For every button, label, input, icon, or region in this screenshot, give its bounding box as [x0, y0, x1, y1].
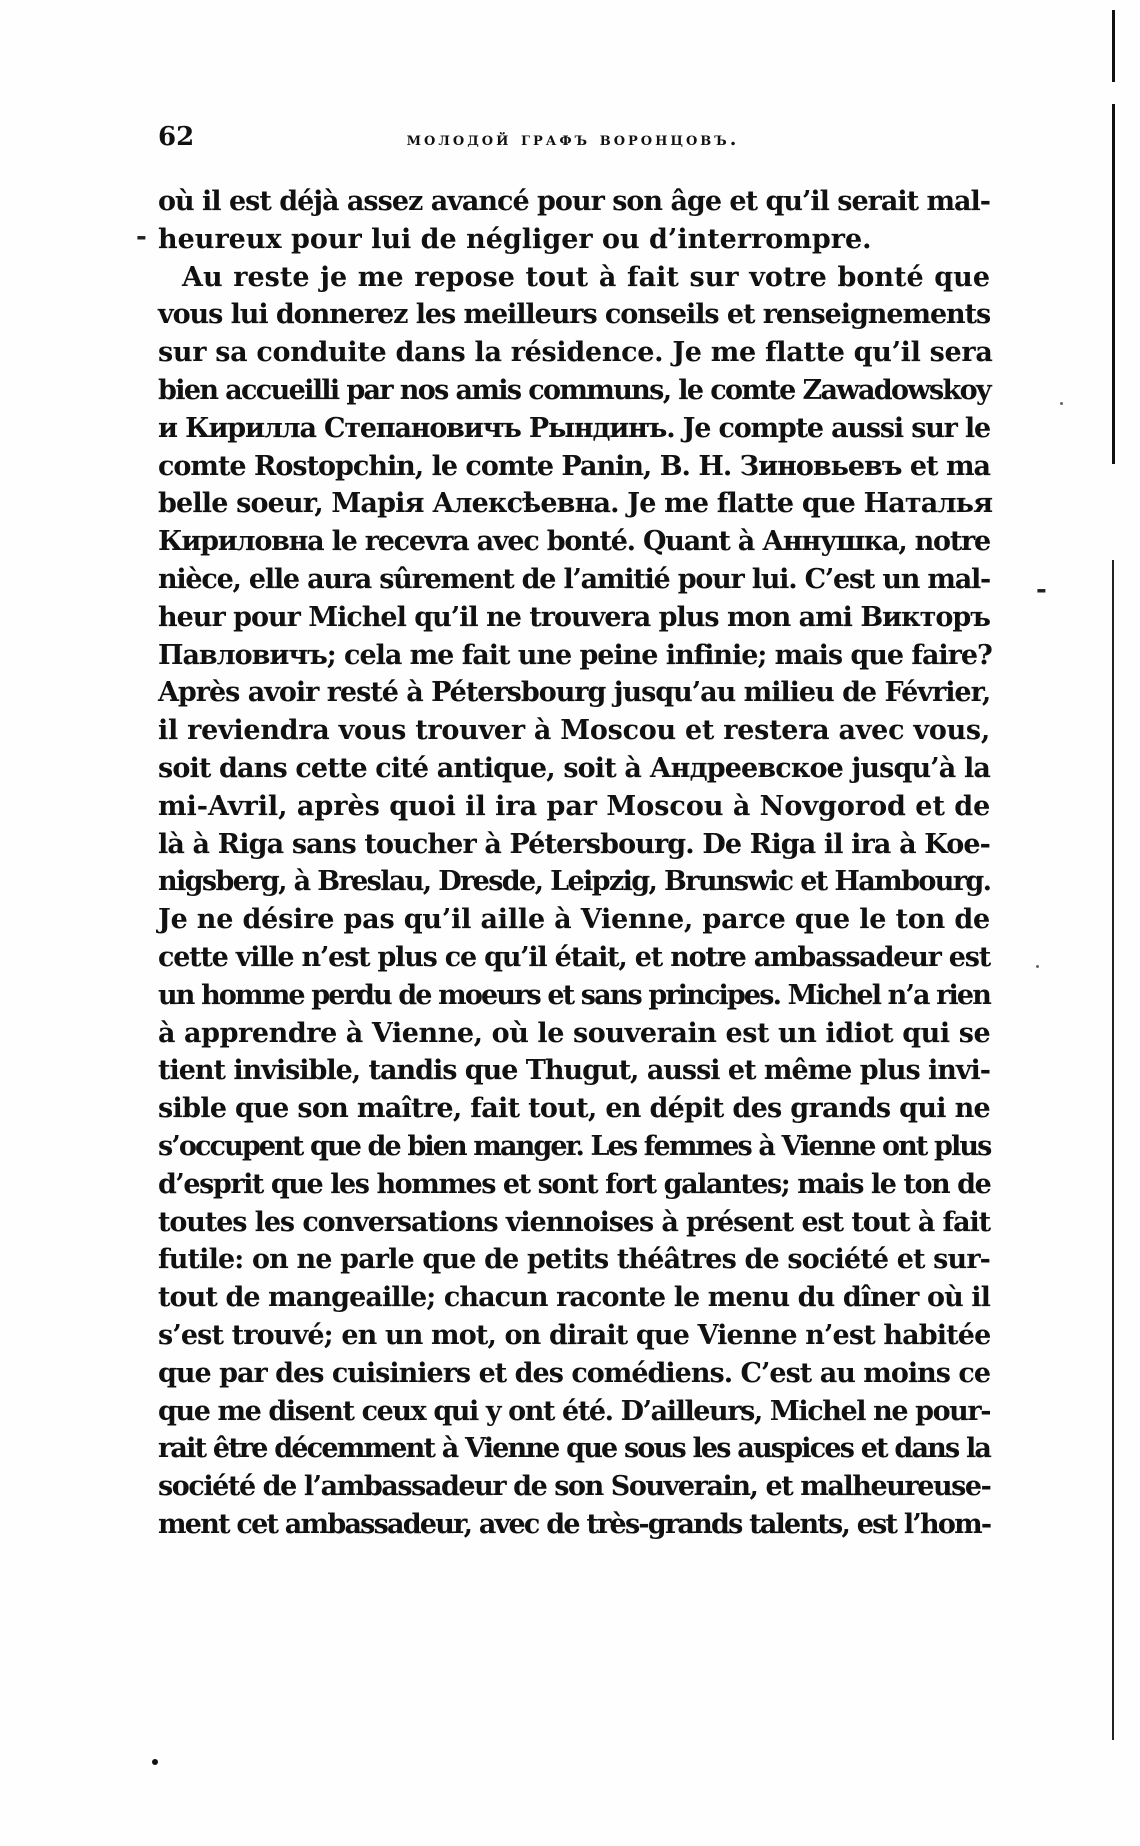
text-line: ment cet ambassadeur, avec de très-grands talents, est l’hom-	[158, 1508, 991, 1540]
text-line: Je ne désire pas qu’il aille à Vienne, parce que le ton de	[158, 904, 990, 936]
text-line: nièce, elle aura sûrement de l’amitié pour lui. C’est un mal-	[158, 563, 990, 595]
text-line: il reviendra vous trouver à Moscou et restera avec vous,	[158, 715, 990, 747]
text-line: futile: on ne parle que de petits théâtres de société et sur-	[158, 1244, 991, 1276]
text-line: bien accueilli par nos amis communs, le comte Zawadowskoy	[158, 374, 990, 406]
body-text	[158, 183, 993, 1544]
ink-speck	[152, 1759, 158, 1765]
page-number: 62	[158, 122, 195, 152]
margin-mark: -	[1036, 575, 1047, 605]
ink-speck	[1060, 402, 1063, 405]
text-line: tient invisible, tandis que Thugut, aussi et même plus invi-	[158, 1055, 990, 1087]
ink-speck	[1036, 965, 1039, 968]
text-line: sur sa conduite dans la résidence. Je me flatte qu’il sera	[158, 337, 993, 369]
binding-edge-line	[1112, 104, 1115, 464]
text-line: и Кирилла Степановичъ Рындинъ. Je compte aussi sur le	[158, 412, 990, 444]
text-line: s’est trouvé; en un mot, on dirait que Vienne n’est habitée	[158, 1319, 991, 1351]
text-line: Павловичъ; cela me fait une peine infinie; mais que faire?	[158, 639, 992, 671]
text-line: que me disent ceux qui y ont été. D’ailleurs, Michel ne pour-	[158, 1395, 990, 1427]
text-line: que par des cuisiniers et des comédiens. C’est au moins ce	[158, 1357, 990, 1389]
text-line: s’occupent que de bien manger. Les femmes à Vienne ont plus	[158, 1130, 991, 1162]
running-title: молодой графъ воронцовъ.	[406, 128, 740, 150]
page-header	[158, 122, 988, 162]
text-line: nigsberg, à Breslau, Dresde, Leipzig, Brunswic et Hambourg.	[158, 866, 991, 898]
text-line: toutes les conversations viennoises à présent est tout à fait	[158, 1206, 990, 1238]
text-line: Au reste je me repose tout à fait sur votre bonté que	[182, 261, 990, 293]
text-line: rait être décemment à Vienne que sous les auspices et dans la	[158, 1433, 991, 1465]
text-line: vous lui donnerez les meilleurs conseils et renseignements	[158, 299, 991, 331]
text-line: sible que son maître, fait tout, en dépit des grands qui ne	[158, 1093, 990, 1125]
margin-mark: -	[136, 222, 147, 252]
text-line: tout de mangeaille; chacun raconte le menu du dîner où il	[158, 1282, 990, 1314]
text-line: un homme perdu de moeurs et sans principes. Michel n’a rien	[158, 979, 990, 1011]
text-line: belle soeur, Марія Алексѣевна. Je me flatte que Наталья	[158, 488, 993, 520]
text-line: heur pour Michel qu’il ne trouvera plus mon ami Викторъ	[158, 601, 990, 633]
text-line: comte Rostopchin, le comte Panin, В. Н. Зиновьевъ et ma	[158, 450, 990, 482]
text-line: Кириловна le recevra avec bonté. Quant à Аннушка, notre	[158, 526, 990, 558]
text-line: mi-Avril, après quoi il ira par Moscou à Novgorod et de	[158, 790, 991, 822]
text-line: heureux pour lui de négliger ou d’interrompre.	[158, 223, 872, 255]
text-line: société de l’ambassadeur de son Souverain, et malheureuse-	[158, 1471, 991, 1503]
text-line: cette ville n’est plus ce qu’il était, et notre ambassadeur est	[158, 941, 990, 973]
text-line: où il est déjà assez avancé pour son âge et qu’il serait mal-	[158, 186, 991, 217]
text-line: là à Riga sans toucher à Pétersbourg. De Riga il ira à Koe-	[158, 828, 990, 860]
binding-edge-line	[1112, 560, 1114, 1740]
text-line: à apprendre à Vienne, où le souverain est un idiot qui se	[158, 1017, 991, 1049]
text-line: soit dans cette cité antique, soit à Андреевское jusqu’à la	[158, 752, 990, 784]
text-line: d’esprit que les hommes et sont fort galantes; mais le ton de	[158, 1168, 991, 1200]
binding-edge-line	[1112, 10, 1115, 82]
text-line: Après avoir resté à Pétersbourg jusqu’au milieu de Février,	[158, 677, 991, 709]
